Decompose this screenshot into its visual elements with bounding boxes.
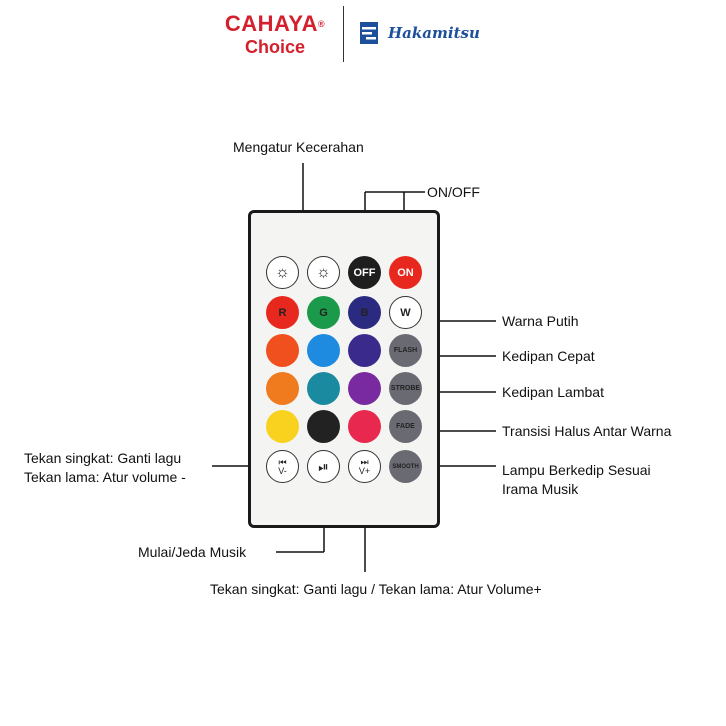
next-icon: ⏭	[360, 456, 369, 467]
label-next: Tekan singkat: Ganti lagu / Tekan lama: Atur Volume+	[210, 581, 542, 597]
color-button-indigo[interactable]	[348, 334, 381, 367]
green-label: G	[319, 306, 328, 319]
strobe-label: STROBE	[390, 385, 421, 392]
brightness-down-button[interactable]	[307, 256, 340, 289]
off-label: OFF	[353, 266, 376, 279]
flash-label: FLASH	[393, 347, 418, 354]
smooth-label: SMOOTH	[392, 463, 419, 470]
next-volume-up-button[interactable]	[348, 450, 381, 483]
label-flash: Kedipan Cepat	[502, 348, 595, 364]
label-power: ON/OFF	[427, 184, 480, 200]
red-label: R	[278, 306, 287, 319]
color-button-pink[interactable]	[348, 410, 381, 443]
on-button[interactable]	[389, 256, 422, 289]
label-brightness: Mengatur Kecerahan	[233, 139, 364, 155]
flash-button[interactable]	[389, 334, 422, 367]
label-fade: Transisi Halus Antar Warna	[502, 423, 672, 439]
registered-mark: ®	[317, 19, 326, 29]
label-white: Warna Putih	[502, 313, 579, 329]
brand-line1: CAHAYA	[224, 11, 318, 36]
white-label: W	[400, 306, 411, 319]
red-button[interactable]	[266, 296, 299, 329]
blue-label: B	[360, 306, 369, 319]
strobe-button[interactable]	[389, 372, 422, 405]
fade-button[interactable]	[389, 410, 422, 443]
color-button-black[interactable]	[307, 410, 340, 443]
on-label: ON	[397, 266, 414, 279]
label-strobe: Kedipan Lambat	[502, 384, 604, 400]
brightness-icon: ☼	[316, 263, 331, 281]
color-button-purple[interactable]	[348, 372, 381, 405]
label-prev-line2: Tekan lama: Atur volume -	[24, 469, 186, 485]
fade-label: FADE	[396, 423, 415, 430]
prev-icon: ⏮	[278, 456, 287, 467]
label-prev-line1: Tekan singkat: Ganti lagu	[24, 450, 182, 466]
brand-line2: Choice	[244, 37, 305, 57]
blue-button[interactable]	[348, 296, 381, 329]
prev-volume-down-button[interactable]	[266, 450, 299, 483]
brightness-up-button[interactable]	[266, 256, 299, 289]
label-play-pause: Mulai/Jeda Musik	[138, 544, 247, 560]
prev-label: V-	[278, 465, 287, 476]
play-pause-icon: ⏯	[318, 458, 329, 474]
partner-brand-name: Hakamitsu	[388, 24, 480, 42]
play-pause-button[interactable]	[307, 450, 340, 483]
white-button[interactable]	[389, 296, 422, 329]
off-button[interactable]	[348, 256, 381, 289]
brightness-icon: ☼	[275, 263, 290, 281]
color-button-sky-blue[interactable]	[307, 334, 340, 367]
green-button[interactable]	[307, 296, 340, 329]
next-label: V+	[358, 465, 371, 476]
label-smooth-line1: Lampu Berkedip Sesuai	[502, 462, 651, 478]
color-button-orange-red[interactable]	[266, 334, 299, 367]
label-smooth-line2: Irama Musik	[502, 481, 579, 497]
color-button-orange[interactable]	[266, 372, 299, 405]
color-button-yellow[interactable]	[266, 410, 299, 443]
smooth-button[interactable]	[389, 450, 422, 483]
color-button-teal[interactable]	[307, 372, 340, 405]
